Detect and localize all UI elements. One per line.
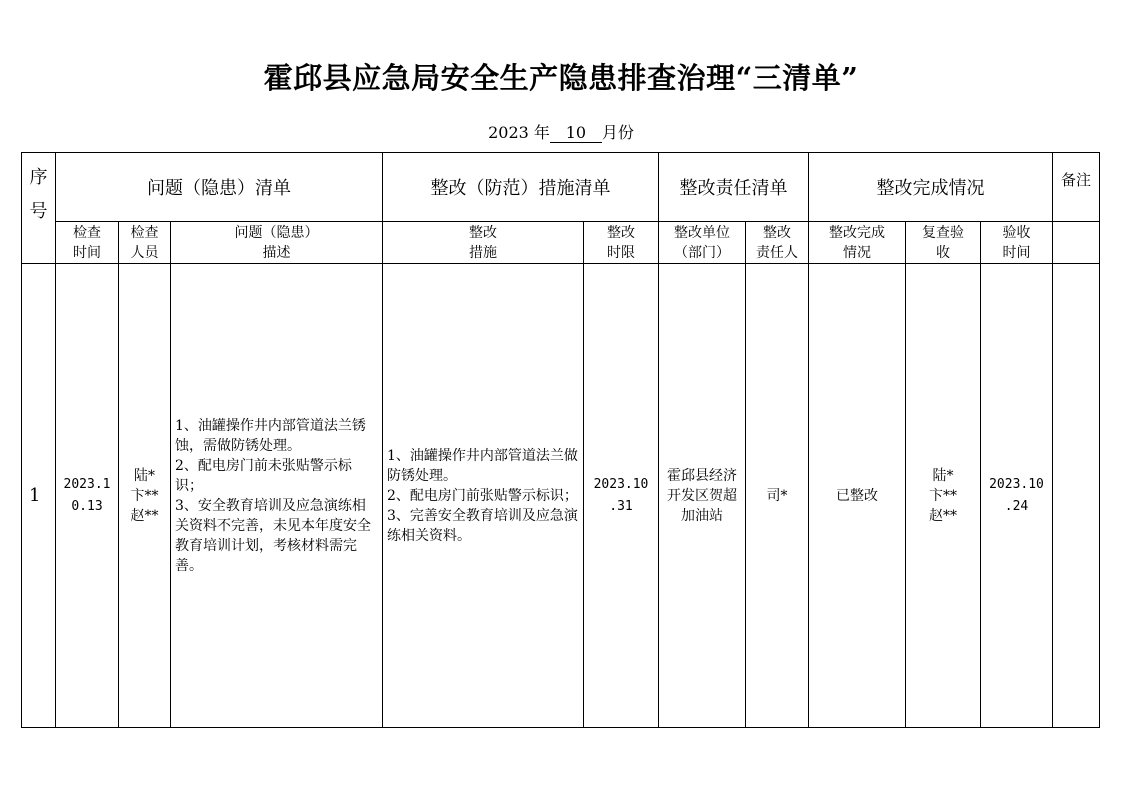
cell-owner: 司* <box>746 264 809 728</box>
cell-status: 已整改 <box>809 264 906 728</box>
responsibility-group-header: 整改责任清单 <box>659 153 809 222</box>
document-title: 霍邱县应急局安全生产隐患排查治理“三清单” <box>263 61 859 95</box>
seq-header: 序 号 <box>22 153 56 264</box>
three-lists-table <box>21 152 1100 728</box>
col-review: 复查验 收 <box>906 222 981 264</box>
col-accept-time: 验收 时间 <box>981 222 1053 264</box>
col-unit: 整改单位 （部门） <box>659 222 746 264</box>
remarks-header: 备注 <box>1053 153 1100 222</box>
group-header-row <box>22 153 1100 222</box>
col-inspector: 检查 人员 <box>119 222 171 264</box>
completion-group-header: 整改完成情况 <box>809 153 1053 222</box>
cell-review: 陆* 卞** 赵** <box>906 264 981 728</box>
col-measure: 整改 措施 <box>383 222 584 264</box>
column-header-row <box>22 222 1100 264</box>
measures-group-header: 整改（防范）措施清单 <box>383 153 659 222</box>
cell-check-time: 2023.1 0.13 <box>56 264 119 728</box>
col-check-time: 检查 时间 <box>56 222 119 264</box>
cell-inspector: 陆* 卞** 赵** <box>119 264 171 728</box>
col-owner: 整改 责任人 <box>746 222 809 264</box>
period-month: 10 <box>550 124 602 143</box>
col-description: 问题（隐患） 描述 <box>171 222 383 264</box>
problems-group-header: 问题（隐患）清单 <box>56 153 383 222</box>
row-number: 1 <box>22 264 56 728</box>
col-deadline: 整改 时限 <box>584 222 659 264</box>
cell-remarks <box>1053 264 1100 728</box>
report-period <box>0 120 1122 143</box>
cell-unit: 霍邱县经济开发区贺超加油站 <box>659 264 746 728</box>
table-row <box>22 264 1100 728</box>
period-month-suffix: 月份 <box>601 123 634 142</box>
cell-accept-time: 2023.10 .24 <box>981 264 1053 728</box>
cell-deadline: 2023.10 .31 <box>584 264 659 728</box>
cell-description: 1、油罐操作井内部管道法兰锈蚀，需做防锈处理。 2、配电房门前未张贴警示标识； 3、安全教育培训及应急演练相关资料不完善，未见本年度安全教育培训计划，考核材料需完善。 <box>171 264 383 728</box>
col-remarks-blank <box>1053 222 1100 264</box>
cell-measure: 1、油罐操作井内部管道法兰做防锈处理。 2、配电房门前张贴警示标识； 3、完善安全教育培训及应急演练相关资料。 <box>383 264 584 728</box>
period-year: 2023 年 <box>488 123 550 142</box>
col-status: 整改完成 情况 <box>809 222 906 264</box>
